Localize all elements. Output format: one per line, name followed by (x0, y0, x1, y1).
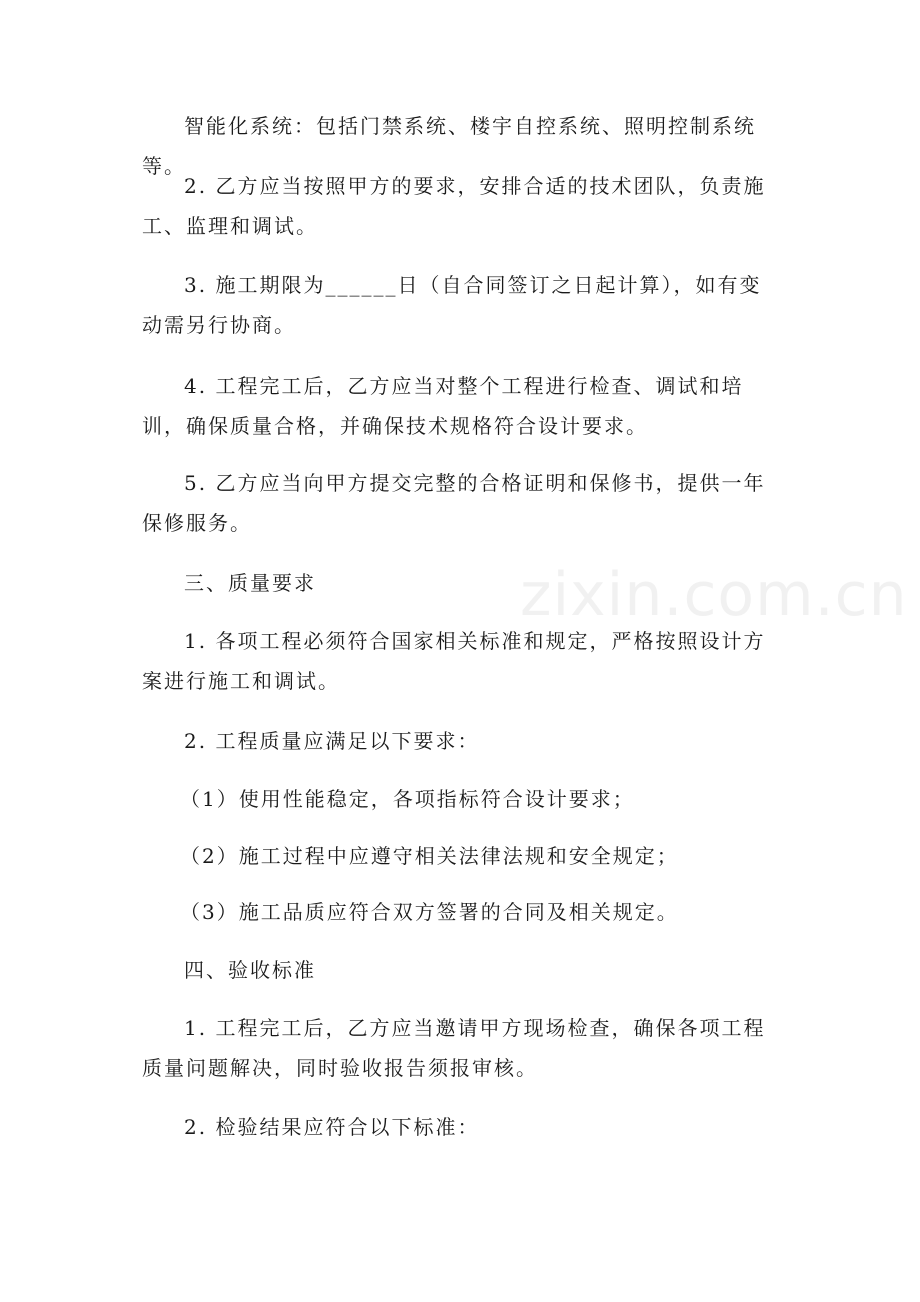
paragraph-quality-1: 1. 各项工程必须符合国家相关标准和规定，严格按照设计方案进行施工和调试。 (142, 629, 766, 693)
paragraph-item-2-team: 2. 乙方应当按照甲方的要求，安排合适的技术团队，负责施工、监理和调试。 (142, 174, 766, 238)
section-heading-acceptance: 四、验收标准 (184, 958, 316, 982)
watermark-text: zixin.com.cn (520, 560, 908, 630)
paragraph-item-5-warranty: 5. 乙方应当向甲方提交完整的合格证明和保修书，提供一年保修服务。 (142, 471, 766, 535)
paragraph-item-4-inspection: 4. 工程完工后，乙方应当对整个工程进行检查、调试和培训，确保质量合格，并确保技术规格符合设计要求。 (142, 374, 744, 438)
paragraph-smart-systems: 智能化系统：包括门禁系统、楼宇自控系统、照明控制系统等。 (142, 114, 756, 178)
paragraph-quality-2: 2. 工程质量应满足以下要求： (184, 729, 480, 753)
paragraph-item-3-period: 3. 施工期限为______日（自合同签订之日起计算），如有变动需另行协商。 (142, 273, 762, 337)
paragraph-quality-sub-2: （2）施工过程中应遵守相关法律法规和安全规定； (180, 844, 679, 868)
section-heading-quality: 三、质量要求 (184, 571, 316, 595)
paragraph-acceptance-2: 2. 检验结果应符合以下标准： (184, 1115, 480, 1139)
paragraph-acceptance-1: 1. 工程完工后，乙方应当邀请甲方现场检查，确保各项工程质量问题解决，同时验收报告须报审核。 (142, 1016, 766, 1080)
paragraph-quality-sub-3: （3）施工品质应符合双方签署的合同及相关规定。 (180, 900, 679, 924)
paragraph-quality-sub-1: （1）使用性能稳定，各项指标符合设计要求； (180, 787, 635, 811)
